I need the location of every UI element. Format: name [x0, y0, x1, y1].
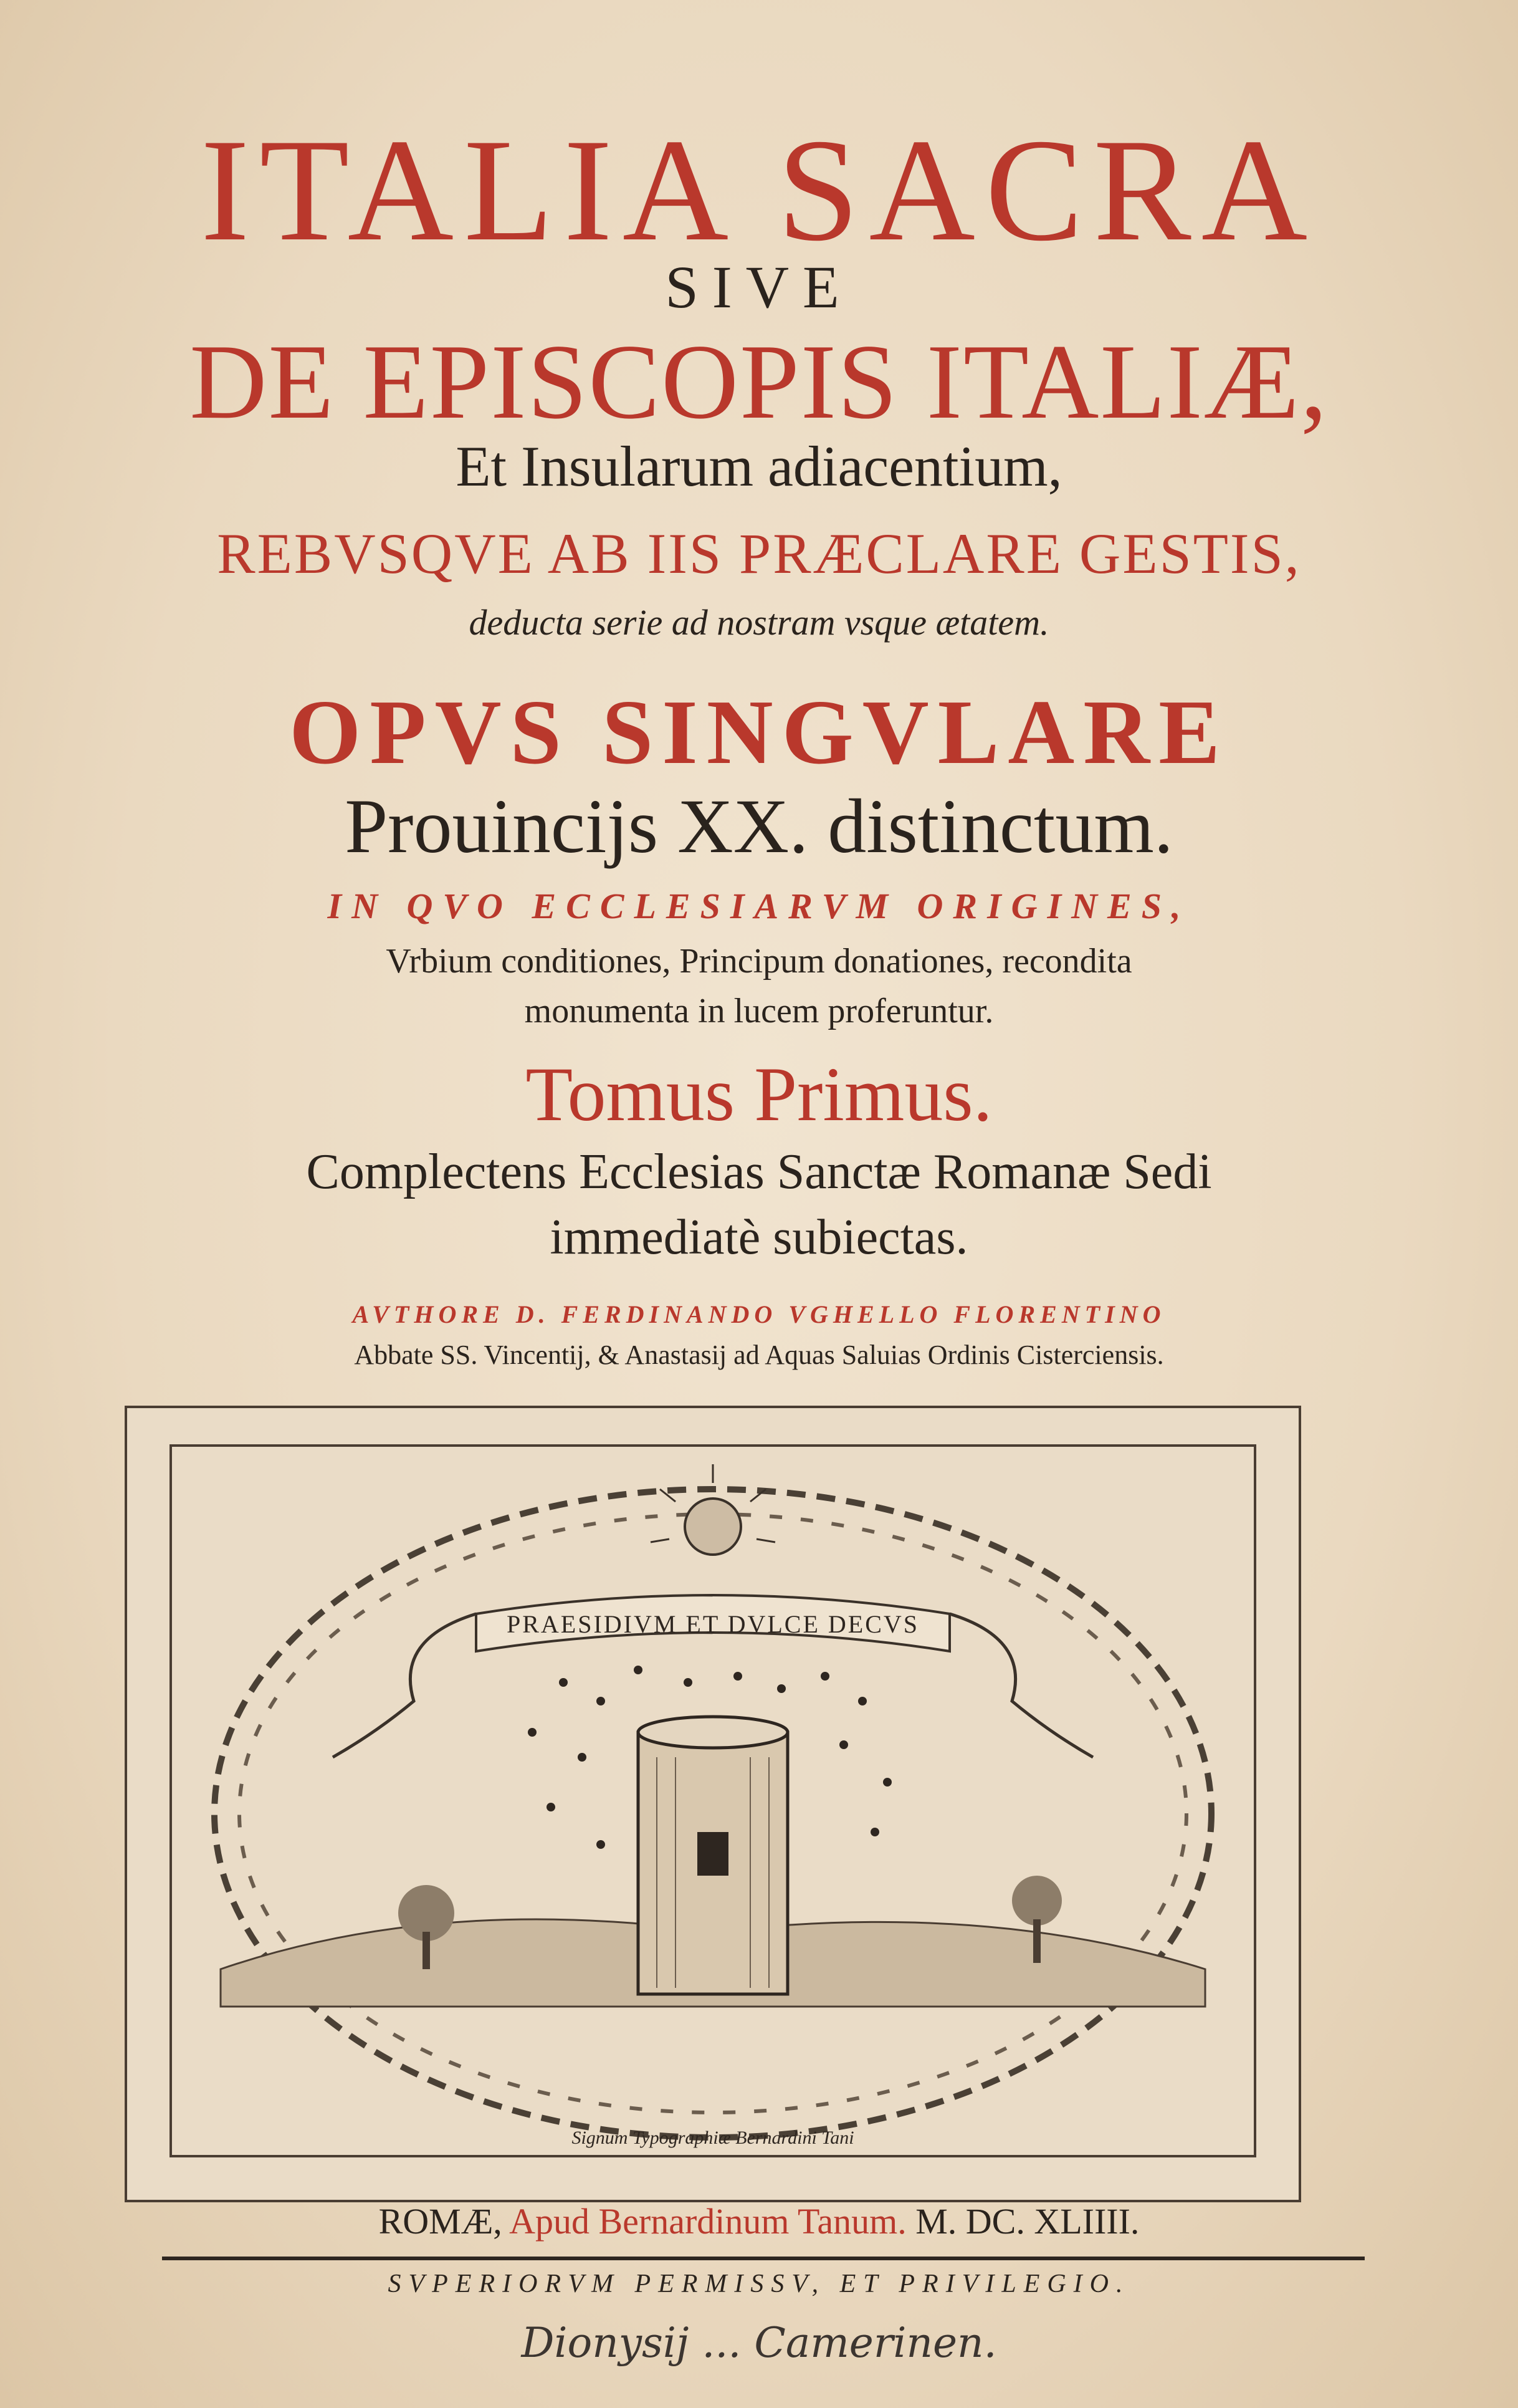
- engraving-illustration: [127, 1408, 1299, 2200]
- contents-line-1: Complectens Ecclesias Sanctæ Romanæ Sedi: [306, 1144, 1212, 1199]
- imprint-line: [0, 2200, 1518, 2242]
- author-line: AVTHORE D. FERDINANDO VGHELLO FLORENTINO: [352, 1300, 1166, 1328]
- provinces-line: Prouincijs XX. distinctum.: [345, 784, 1173, 869]
- subtitle-line-4: deducta serie ad nostram vsque ætatem.: [469, 602, 1049, 643]
- contents-line-2: immediatè subiectas.: [550, 1210, 968, 1265]
- volume-heading: Tomus Primus.: [525, 1052, 993, 1137]
- motto: PRAESIDIVM ET DVLCE DECVS: [506, 1610, 920, 1638]
- opus-heading: OPVS SINGVLARE: [289, 681, 1229, 784]
- title: ITALIA SACRA: [200, 109, 1318, 272]
- privilege-line: SVPERIORVM PERMISSV, ET PRIVILEGIO.: [388, 2270, 1130, 2298]
- subtitle-line-3: REBVSQVE AB IIS PRÆCLARE GESTIS,: [217, 522, 1301, 585]
- engraving-caption: Signum Typographiæ Bernardini Tani: [571, 2127, 854, 2148]
- in-quo-line: IN QVO ECCLESIARVM ORIGINES,: [327, 886, 1191, 926]
- author-title-line: Abbate SS. Vincentij, & Anastasij ad Aquas Saluias Ordinis Cisterciensis.: [354, 1340, 1164, 1370]
- handwritten-signature: Dionysij ... Camerinen.: [521, 2319, 997, 2367]
- sive-line: SIVE: [665, 254, 853, 320]
- printer-device-engraving: [125, 1406, 1301, 2202]
- imprint-year: M. DC. XLIIII.: [915, 2201, 1140, 2242]
- description-line-2: monumenta in lucem proferuntur.: [524, 992, 994, 1030]
- subtitle-line-2: Et Insularum adiacentium,: [456, 434, 1062, 498]
- description-line-1: Vrbium conditiones, Principum donationes, recondita: [386, 942, 1132, 981]
- subtitle: DE EPISCOPIS ITALIÆ,: [189, 323, 1329, 441]
- imprint-rule: [162, 2257, 1365, 2260]
- imprint-city: ROMÆ,: [378, 2201, 502, 2242]
- sun-icon: [685, 1499, 741, 1555]
- imprint-publisher: Apud Bernardinum Tanum.: [509, 2201, 907, 2242]
